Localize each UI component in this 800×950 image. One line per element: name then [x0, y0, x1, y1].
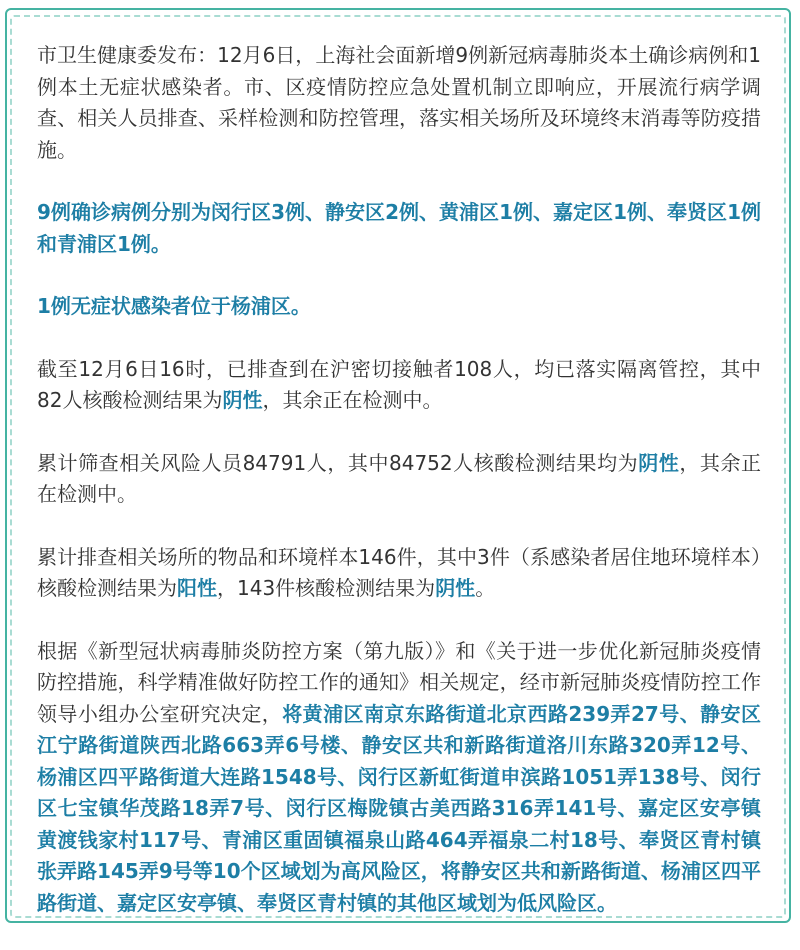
- highlight-segment: 9例确诊病例分别为闵行区3例、静安区2例、黄浦区1例、嘉定区1例、奉贤区1例和青浦区1例。: [37, 200, 761, 256]
- highlight-segment: 1例无症状感染者位于杨浦区。: [37, 294, 311, 318]
- highlight-segment: 阴性: [638, 450, 680, 475]
- announcement-body: [37, 40, 761, 950]
- paragraph-risk-areas: [37, 636, 761, 920]
- text-segment: 市卫生健康委发布：12月6日，上海社会面新增9例新冠病毒肺炎本土确诊病例和1例本土无症状感染者。市、区疫情防控应急处置机制立即响应，开展流行病学调查、相关人员排查、采样检测和防控管理，落实相关场所及环境终末消毒等防疫措施。: [37, 43, 761, 162]
- paragraph-asymptomatic: [37, 291, 761, 323]
- highlight-segment: 阴性: [435, 576, 476, 600]
- paragraph-announcement: [37, 40, 761, 166]
- highlight-segment: 将黄浦区南京东路街道北京西路239弄27号、静安区江宁路街道陕西北路663弄6号楼、静安区共和新路街道洛川东路320弄12号、杨浦区四平路街道大连路1548号、闵行区新虹街道申滨路1051弄138号、闵行区七宝镇华茂路18弄7号、闵行区梅陇镇古美西路316弄141号、嘉定区安亭镇黄渡钱家村117号、青浦区重固镇福泉山路464弄福泉二村18号、奉贤区青村镇张弄路145弄9号等10个区域划为高风险区，将静安区共和新路街道、杨浦区四平路街道、嘉定区安亭镇、奉贤区青村镇的其他区域划为低风险区。: [37, 701, 761, 915]
- text-segment: ，143件核酸检测结果为: [217, 576, 436, 600]
- highlight-segment: 阴性: [222, 388, 263, 412]
- text-segment: ，其余正在检测中。: [37, 450, 762, 506]
- text-segment: 截至12月6日16时，已排查到在沪密切接触者108人，均已落实隔离管控，其中82人核酸检测结果为: [37, 356, 761, 412]
- paragraph-environment-samples: [37, 542, 761, 605]
- paragraph-confirmed-cases: [37, 197, 761, 260]
- text-segment: 累计排查相关场所的物品和环境样本146件，其中3件（系感染者居住地环境样本）核酸检测结果为: [37, 544, 761, 600]
- paragraph-risk-screening: [37, 448, 761, 511]
- text-segment: 累计筛查相关风险人员84791人，其中84752人核酸检测结果均为: [37, 450, 639, 475]
- text-segment: 。: [475, 576, 496, 600]
- highlight-segment: 阳性: [177, 576, 217, 600]
- text-segment: 根据《新型冠状病毒肺炎防控方案（第九版）》和《关于进一步优化新冠肺炎疫情防控措施，科学精准做好防控工作的通知》相关规定，经市新冠肺炎疫情防控工作领导小组办公室研究决定，: [37, 638, 761, 726]
- text-segment: ，其余正在检测中。: [262, 388, 443, 412]
- paragraph-close-contacts: [37, 354, 761, 417]
